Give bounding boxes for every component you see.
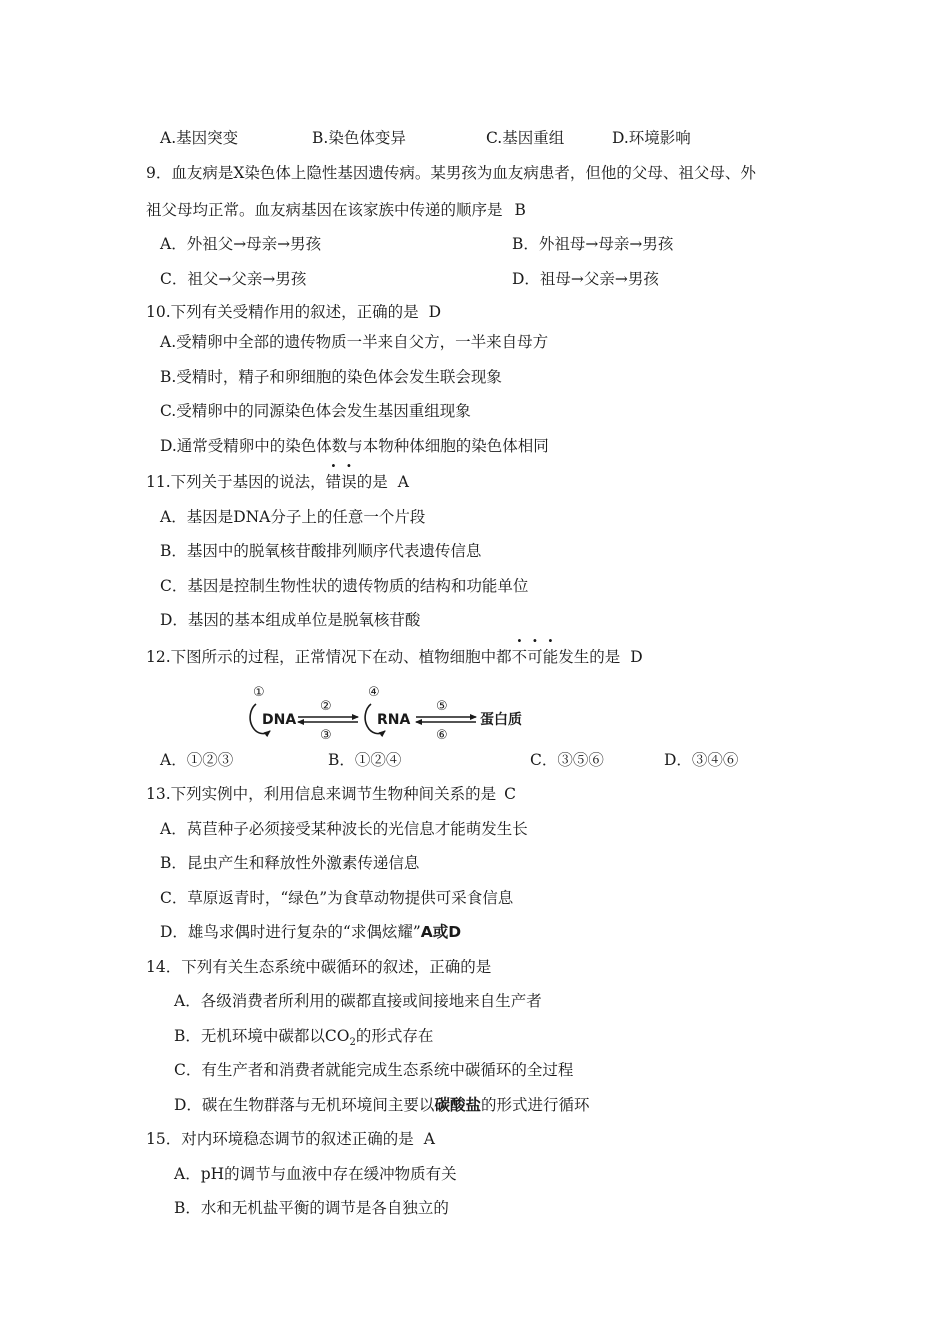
label-step-2: ②	[320, 699, 332, 714]
q12-answer: D	[630, 648, 643, 666]
label-step-3: ③	[320, 728, 332, 743]
q9-answer: B	[514, 201, 526, 219]
q11-option-a: A．基因是DNA分子上的任意一个片段	[160, 508, 426, 526]
q14-option-d-bold: 碳酸盐	[434, 1096, 481, 1114]
q10-option-b: B.受精时，精子和卵细胞的染色体会发生联会现象	[160, 368, 502, 386]
q8-option-a: A.基因突变	[160, 129, 239, 147]
q13-answer: C	[504, 785, 517, 803]
q11-option-b: B．基因中的脱氧核苷酸排列顺序代表遗传信息	[160, 542, 482, 560]
q14-option-b-pre: B．无机环境中碳都以CO	[174, 1027, 350, 1045]
q11-emphasis-char-2: 误	[341, 473, 357, 491]
q12-option-b: B．①②④	[328, 751, 402, 769]
dna-label: DNA	[262, 712, 297, 728]
q10-option-c: C.受精卵中的同源染色体会发生基因重组现象	[160, 402, 471, 420]
q13-option-d	[160, 922, 461, 942]
q15-stem-text: 15．对内环境稳态调节的叙述正确的是	[146, 1130, 414, 1148]
q12-emphasis-char-1: 不	[511, 648, 528, 666]
rna-label: RNA	[377, 712, 411, 728]
q14-option-b-post: 的形式存在	[355, 1027, 434, 1045]
q9-option-b: B．外祖母→母亲→男孩	[512, 235, 674, 253]
q11-stem-pre: 11.下列关于基因的说法，	[146, 473, 326, 491]
label-step-5: ⑤	[436, 699, 448, 714]
central-dogma-diagram	[240, 682, 540, 744]
q10-stem-text: 10.下列有关受精作用的叙述，正确的是	[146, 303, 419, 321]
q15-option-a: A．pH的调节与血液中存在缓冲物质有关	[174, 1165, 457, 1183]
q15-answer: A	[423, 1130, 435, 1148]
protein-label: 蛋白质	[480, 712, 522, 728]
q9-option-d: D．祖母→父亲→男孩	[512, 270, 659, 288]
q13-option-b: B．昆虫产生和释放性外激素传递信息	[160, 854, 420, 872]
q14-option-d-post: 的形式进行循环	[480, 1096, 590, 1114]
q8-option-c: C.基因重组	[486, 129, 565, 147]
q9-option-c: C．祖父→父亲→男孩	[160, 270, 307, 288]
q13-stem-text: 13.下列实例中，利用信息来调节生物种间关系的是	[146, 785, 497, 803]
q12-emphasis-char-3: 能	[542, 648, 559, 666]
label-step-6: ⑥	[436, 728, 448, 743]
q12-stem-post: 发生的是	[558, 648, 621, 666]
q12-option-a: A．①②③	[160, 751, 234, 769]
q9-stem-line2	[146, 200, 526, 220]
q13-option-a: A．莴苣种子必须接受某种波长的光信息才能萌发生长	[160, 820, 528, 838]
q9-stem-text: 祖父母均正常。血友病基因在该家族中传递的顺序是	[146, 201, 503, 219]
q14-stem: 14．下列有关生态系统中碳循环的叙述，正确的是	[146, 958, 492, 976]
label-step-4: ④	[368, 685, 380, 700]
q12-option-d: D．③④⑥	[664, 751, 739, 769]
q13-option-c: C．草原返青时，“绿色”为食草动物提供可采食信息	[160, 889, 514, 907]
q10-option-d: D.通常受精卵中的染色体数与本物种体细胞的染色体相同	[160, 437, 549, 455]
q12-emphasis-char-2: 可	[527, 648, 543, 666]
q11-emphasis-char-1: 错	[325, 473, 342, 491]
q13-option-d-text: D．雄鸟求偶时进行复杂的“求偶炫耀”	[160, 923, 421, 941]
q11-option-c: C．基因是控制生物性状的遗传物质的结构和功能单位	[160, 577, 529, 595]
q12-option-c: C．③⑤⑥	[530, 751, 604, 769]
q14-option-d	[174, 1095, 589, 1115]
q14-option-b-subscript: 2	[349, 1037, 356, 1049]
q9-stem-line1: 9．血友病是X染色体上隐性基因遗传病。某男孩为血友病患者，但他的父母、祖父母、外	[146, 164, 756, 182]
q8-option-d: D.环境影响	[612, 129, 691, 147]
q12-stem	[146, 647, 643, 667]
q15-option-b: B．水和无机盐平衡的调节是各自独立的	[174, 1199, 449, 1217]
q10-option-a: A.受精卵中全部的遗传物质一半来自父方，一半来自母方	[160, 333, 549, 351]
q13-note: A或D	[420, 923, 462, 941]
q12-stem-pre: 12.下图所示的过程，正常情况下在动、植物细胞中都	[146, 648, 512, 666]
q15-stem	[146, 1129, 435, 1149]
q9-option-a: A．外祖父→母亲→男孩	[160, 235, 322, 253]
q10-answer: D	[428, 303, 442, 321]
q10-stem	[146, 302, 441, 322]
q14-option-a: A．各级消费者所利用的碳都直接或间接地来自生产者	[174, 992, 542, 1010]
label-step-1: ①	[253, 685, 265, 700]
q11-stem-post: 的是	[356, 473, 388, 491]
q14-option-b	[174, 1026, 433, 1053]
q14-option-d-pre: D．碳在生物群落与无机环境间主要以	[174, 1096, 435, 1114]
q11-option-d: D．基因的基本组成单位是脱氧核苷酸	[160, 611, 421, 629]
q11-answer: A	[397, 473, 409, 491]
q14-option-c: C．有生产者和消费者就能完成生态系统中碳循环的全过程	[174, 1061, 574, 1079]
q13-stem	[146, 784, 516, 804]
q8-option-b: B.染色体变异	[312, 129, 406, 147]
q11-stem	[146, 472, 409, 492]
